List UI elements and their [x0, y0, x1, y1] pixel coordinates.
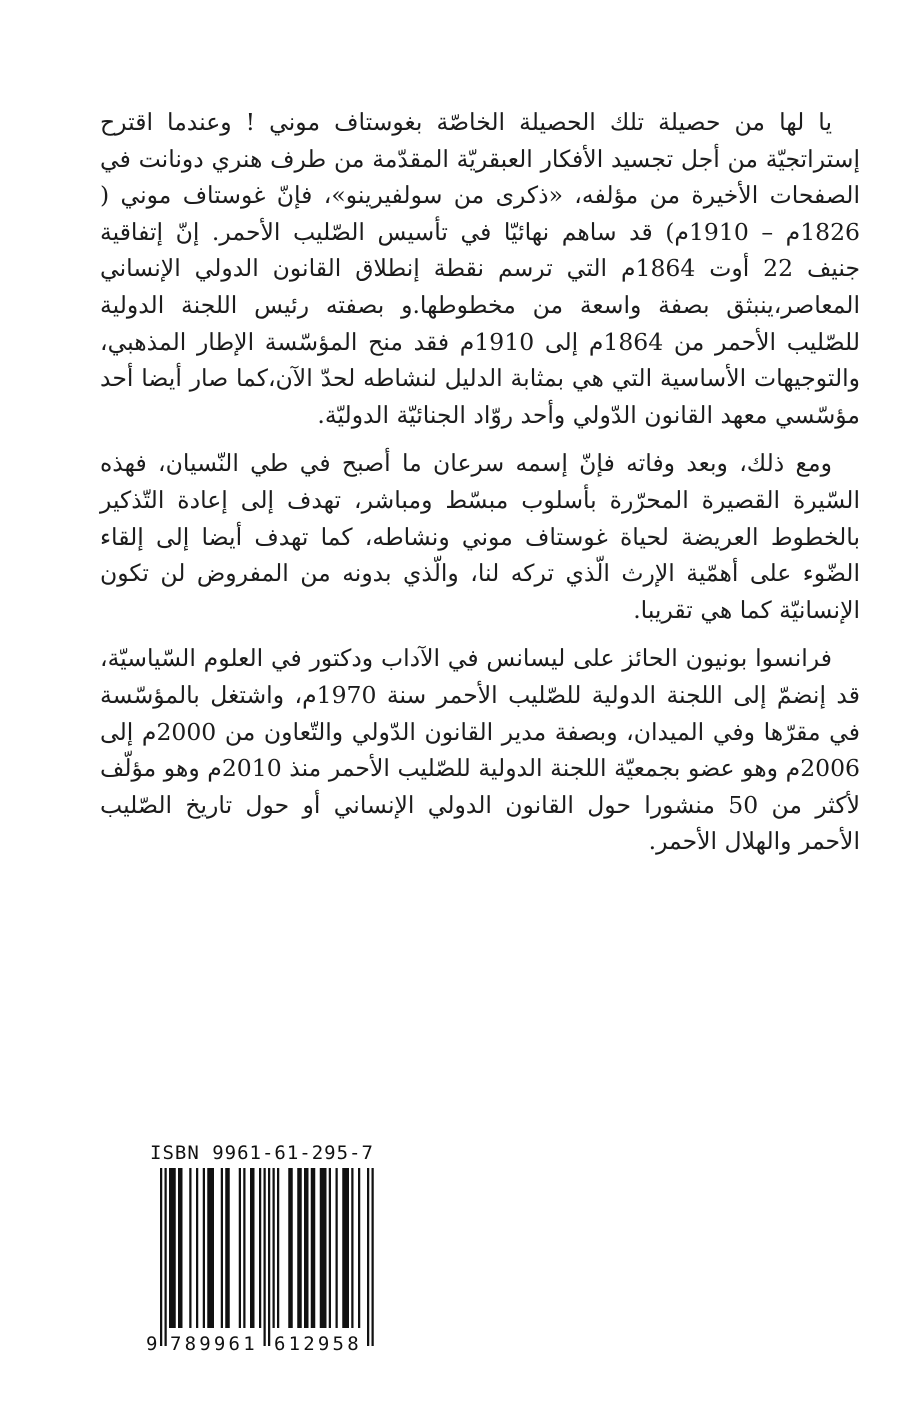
paragraph-legacy: ومع ذلك، وبعد وفاته فإنّ إسمه سرعان ما أصبح في طي النّسيان، فهذه السّيرة القصيرة المحرّرة بأسلوب مبسّط ومباشر، تهدف إلى إعادة التّذكير بالخطوط العريضة لحياة غوستاف موني ونشاطه، كما تهدف أيضا إلى إلقاء الضّوء على أهمّية الإرث الّذي تركه لنا، والّذي بدونه من المفروض لن تكون الإنسانيّة كما هي تقريبا.: [100, 449, 860, 624]
ean-left-group: 789961: [170, 1333, 258, 1355]
paragraph-about-moynier: يا لها من حصيلة تلك الحصيلة الخاصّة بغوستاف موني ! وعندما اقترح إستراتجيّة من أجل تجسيد الأفكار العبقريّة المقدّمة من طرف هنري دونانت في الصفحات الأخيرة من مؤلفه، «ذكرى من سولفيرينو»، فإنّ غوستاف موني ( 1826م – 1910م) قد ساهم نهائيّا في تأسيس الصّليب الأحمر. إنّ إتفاقية جنيف 22 أوت 1864م التي ترسم نقطة إنطلاق القانون الدولي الإنساني المعاصر،ينبثق بصفة واسعة من مخطوطها.و بصفته رئيس اللجنة الدولية للصّليب الأحمر من 1864م إلى 1910م فقد منح المؤسّسة الإطار المذهبي، والتوجيهات الأساسية التي هي بمثابة الدليل لنشاطه لحدّ الآن،كما صار أيضا أحد مؤسّسي معهد القانون الدّولي وأحد روّاد الجنائيّة الدوليّة.: [100, 108, 860, 429]
isbn-label: ISBN 9961-61-295-7: [150, 1142, 374, 1164]
barcode-guard-bar: [268, 1168, 270, 1346]
barcode-bar: [221, 1168, 223, 1328]
barcode-bar: [320, 1168, 327, 1328]
barcode-bar: [336, 1168, 338, 1328]
barcode-bar: [304, 1168, 309, 1328]
barcode-bar: [351, 1168, 353, 1328]
barcode-bars: [146, 1168, 386, 1348]
barcode-bar: [189, 1168, 191, 1328]
blurb-text: [100, 104, 860, 872]
barcode-guard-bar: [372, 1168, 374, 1346]
barcode-guard-bar: [264, 1168, 266, 1346]
barcode-bar: [243, 1168, 245, 1328]
barcode-bar: [311, 1168, 316, 1328]
barcode-bar: [178, 1168, 183, 1328]
barcode-bar: [203, 1168, 205, 1328]
paragraph-about-author: فرانسوا بونيون الحائز على ليسانس في الآداب ودكتور في العلوم السّياسيّة، قد إنضمّ إلى اللجنة الدولية للصّليب الأحمر سنة 1970م، واشتغل بالمؤسّسة في مقرّها وفي الميدان، وبصفة مدير القانون الدّولي والتّعاون من 2000م إلى 2006م وهو عضو بجمعيّة اللجنة الدولية للصّليب الأحمر منذ 2010م وهو مؤلّف لأكثر من 50 منشورا حول القانون الدولي الإنساني أو حول تاريخ الصّليب الأحمر والهلال الأحمر.: [100, 644, 861, 856]
barcode-bar: [297, 1168, 302, 1328]
barcode-bar: [196, 1168, 198, 1328]
barcode-bar: [342, 1168, 349, 1328]
ean-right-group: 612958: [274, 1333, 362, 1355]
barcode-bar: [239, 1168, 241, 1328]
barcode-bar: [277, 1168, 279, 1328]
ean-first-digit: 9: [146, 1333, 158, 1355]
barcode-bar: [207, 1168, 214, 1328]
isbn-barcode: [146, 1140, 386, 1365]
barcode-bar: [288, 1168, 293, 1328]
barcode-bar: [329, 1168, 331, 1328]
barcode-guard-bar: [165, 1168, 167, 1346]
barcode-bar: [273, 1168, 275, 1328]
barcode-bar: [358, 1168, 360, 1328]
barcode-bar: [225, 1168, 230, 1328]
barcode-bar: [169, 1168, 176, 1328]
barcode-guard-bar: [367, 1168, 369, 1346]
barcode-bar: [259, 1168, 261, 1328]
barcode-guard-bar: [160, 1168, 162, 1346]
barcode-bar: [250, 1168, 255, 1328]
